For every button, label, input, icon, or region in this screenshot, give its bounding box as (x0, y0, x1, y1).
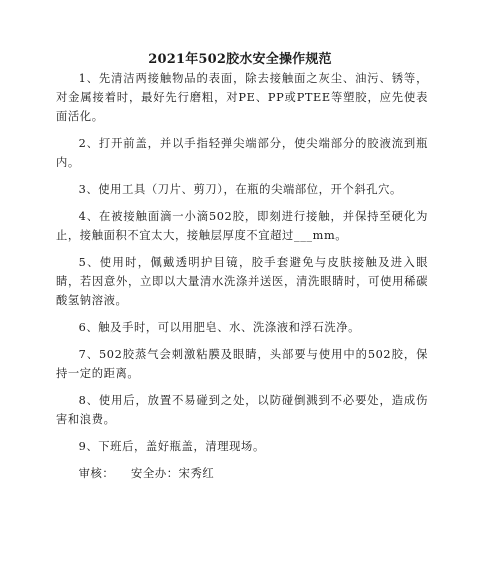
document-title: 2021年502胶水安全操作规范 (148, 52, 332, 67)
document-body (56, 69, 428, 483)
paragraph-step-9: 9、下班后，盖好瓶盖，清理现场。 (78, 440, 265, 453)
paragraph-step-7: 7、502胶蒸气会刺激粘膜及眼睛，头部要与使用中的502胶，保持一定的距离。 (56, 348, 428, 380)
paragraph-step-8: 8、使用后，放置不易碰到之处，以防碰倒溅到不必要处，造成伤害和浪费。 (56, 394, 428, 426)
paragraph-step-2: 2、打开前盖，并以手指轻弹尖端部分，使尖端部分的胶液流到瓶内。 (56, 137, 428, 169)
paragraph-step-3: 3、使用工具（刀片、剪刀），在瓶的尖端部位，开个斜孔穴。 (78, 183, 402, 196)
paragraph-step-6: 6、触及手时，可以用肥皂、水、洗涤液和浮石洗净。 (78, 321, 361, 334)
signoff-line: 审核： 安全办：宋秀红 (78, 467, 215, 480)
paragraph-step-1: 1、先清洁两接触物品的表面，除去接触面之灰尘、油污、锈等，对金属接着时，最好先行磨粗，对PE、PP或PTEE等塑胶，应先使表面活化。 (56, 72, 428, 123)
paragraph-step-5: 5、使用时，佩戴透明护目镜，胶手套避免与皮肤接触及进入眼睛，若因意外，立即以大量清水洗涤并送医，清洗眼睛时，可使用稀碳酸氢钠溶液。 (56, 256, 428, 307)
paragraph-step-4: 4、在被接触面滴一小滴502胶，即刻进行接触，并保持至硬化为止，接触面积不宜太大，接触层厚度不宜超过___mm。 (56, 210, 428, 242)
